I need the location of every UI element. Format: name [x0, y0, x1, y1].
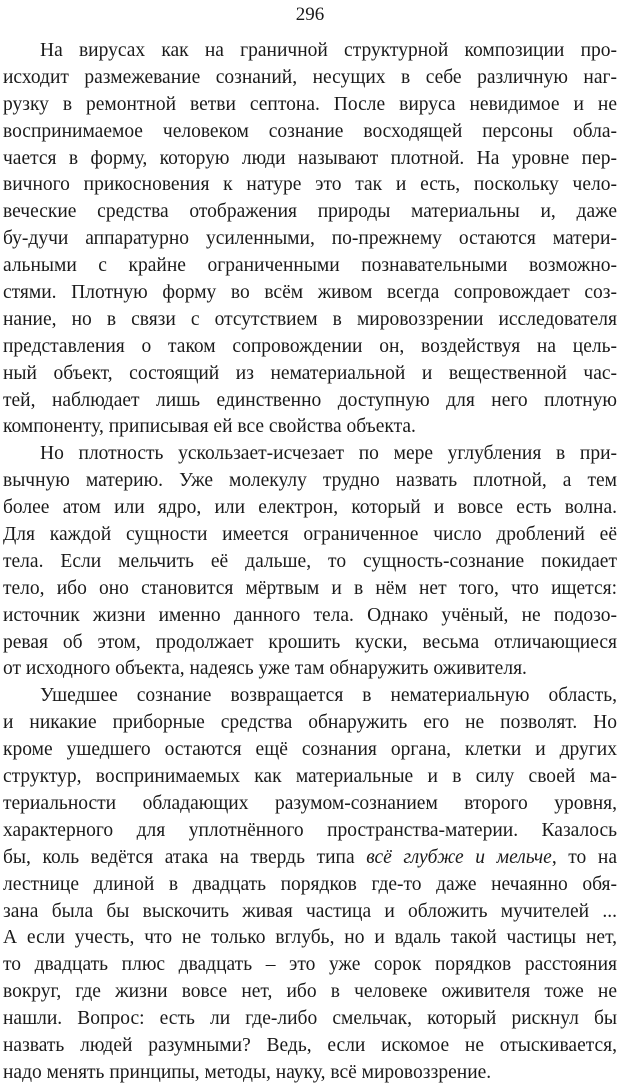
text-line	[0, 872, 620, 899]
text-line-content: и никакие приборные средства обнаружить его не позволят. Но	[3, 712, 617, 734]
text-line-content: тей, наблюдает лишь единственно доступную для него плотную	[3, 389, 617, 411]
text-line-content: Для каждой сущности имеется ограниченное число дроблений её	[3, 524, 617, 546]
text-line	[0, 361, 620, 388]
text-line	[0, 334, 620, 361]
text-line-content: кроме ушедшего остаются ещё сознания органа, клетки и других	[3, 739, 617, 761]
text-line	[0, 1033, 620, 1060]
text-line-content: тела. Если мельчить её дальше, то сущность-сознание покидает	[3, 550, 617, 572]
text-line-content: компоненту, приписывая ей все свойства объекта.	[3, 416, 416, 438]
text-line	[0, 172, 620, 199]
text-line	[0, 925, 620, 952]
text-line	[0, 764, 620, 791]
text-line-content: веческие средства отображения природы материальны и, даже	[3, 201, 617, 223]
text-line-content: А если учесть, что не только вглубь, но и вдаль такой частицы нет,	[3, 927, 617, 949]
text-line-tail: , то на	[551, 846, 617, 868]
text-line	[0, 307, 620, 334]
text-line	[0, 441, 620, 468]
text-line-content: источник жизни именно данного тела. Однако учёный, не подозо-	[3, 604, 617, 626]
text-line	[0, 226, 620, 253]
text-line-content: тело, ибо оно становится мёртвым и в нём нет того, что ищется:	[3, 577, 617, 599]
text-line	[0, 549, 620, 576]
text-line-content: Ушедшее сознание возвращается в нематериальную область,	[40, 685, 617, 707]
text-line	[0, 1006, 620, 1033]
text-line-content: ный объект, состоящий из нематериальной и вещественной час-	[3, 362, 617, 384]
text-line-content: рузку в ремонтной ветви септона. После вируса невидимое и не	[3, 93, 617, 115]
text-line	[0, 92, 620, 119]
text-line	[0, 495, 620, 522]
text-line	[0, 845, 620, 872]
text-line-content: бу-дучи аппаратурно усиленными, по-прежнему остаются матери-	[3, 228, 617, 250]
text-line-content: зана была бы выскочить живая частица и обложить мучителей ...	[3, 900, 617, 922]
text-line-content: вокруг, где жизни вовсе нет, ибо в человеке оживителя тоже не	[3, 981, 617, 1003]
text-line	[0, 522, 620, 549]
text-line	[0, 199, 620, 226]
text-line	[0, 710, 620, 737]
text-line	[0, 656, 620, 683]
text-line-content: воспринимаемое человеком сознание восходящей персоны обла-	[3, 120, 617, 142]
text-line	[0, 791, 620, 818]
text-line	[0, 280, 620, 307]
text-line-content: нание, но в связи с отсутствием в мировоззрении исследователя	[3, 308, 617, 330]
text-line-content: Но плотность ускользает-исчезает по мере углубления в при-	[40, 443, 617, 465]
text-line-content: На вирусах как на граничной структурной композиции про-	[40, 40, 617, 61]
text-line	[0, 146, 620, 173]
text-line	[0, 899, 620, 926]
text-line-content: назвать людей разумными? Ведь, если искомое не отыскивается,	[3, 1034, 617, 1056]
text-line	[0, 603, 620, 630]
text-line	[0, 683, 620, 710]
text-line-content: лестнице длиной в двадцать порядков где-то даже нечаянно обя-	[3, 873, 617, 895]
text-line-content: более атом или ядро, или електрон, который и вовсе есть волна.	[3, 497, 617, 519]
text-line-content: вичного прикосновения к натуре это так и есть, поскольку чело-	[3, 174, 617, 196]
italic-phrase: всё глубже и мельче	[366, 846, 552, 868]
text-line-content: исходит размежевание сознаний, несущих в себе различную наг-	[3, 66, 617, 88]
text-line-content: териальности обладающих разумом-сознанием второго уровня,	[3, 792, 617, 814]
text-line-content: нашли. Вопрос: есть ли где-либо смельчак, который рискнул бы	[3, 1008, 617, 1030]
text-line	[0, 1060, 620, 1087]
text-line-content: стями. Плотную форму во всём живом всегда сопровождает соз-	[3, 282, 617, 304]
text-line	[0, 65, 620, 92]
text-line	[0, 414, 620, 441]
text-line-content: вычную материю. Уже молекулу трудно назвать плотной, а тем	[3, 470, 617, 492]
text-line-content: бы, коль ведётся атака на твердь типа	[3, 846, 367, 868]
text-line	[0, 737, 620, 764]
text-line-content: надо менять принципы, методы, науку, всё мировоззрение.	[3, 1061, 492, 1083]
text-line	[0, 253, 620, 280]
text-line	[0, 576, 620, 603]
text-line	[0, 38, 620, 65]
text-line-content: от исходного объекта, надеясь уже там обнаружить оживителя.	[3, 658, 527, 680]
text-line-content: чается в форму, которую люди называют плотной. На уровне пер-	[3, 147, 617, 169]
text-line-content: альными с крайне ограниченными познавательными возможно-	[3, 255, 617, 277]
text-line-content: то двадцать плюс двадцать – это уже сорок порядков расстояния	[3, 954, 617, 976]
text-line-content: ревая об этом, продолжает крошить куски, весьма отличающиеся	[3, 631, 617, 653]
text-line-content: представления о таком сопровождении он, воздействуя на цель-	[3, 335, 617, 357]
text-line	[0, 952, 620, 979]
text-line	[0, 119, 620, 146]
text-line-content: характерного для уплотнённого пространства-материи. Казалось	[3, 819, 617, 841]
text-line-content: структур, воспринимаемых как материальные и в силу своей ма-	[3, 766, 617, 788]
text-line	[0, 630, 620, 657]
text-line	[0, 818, 620, 845]
text-line	[0, 388, 620, 415]
body-text	[0, 38, 620, 1087]
text-line	[0, 979, 620, 1006]
page-number: 296	[295, 4, 325, 25]
text-line	[0, 468, 620, 495]
